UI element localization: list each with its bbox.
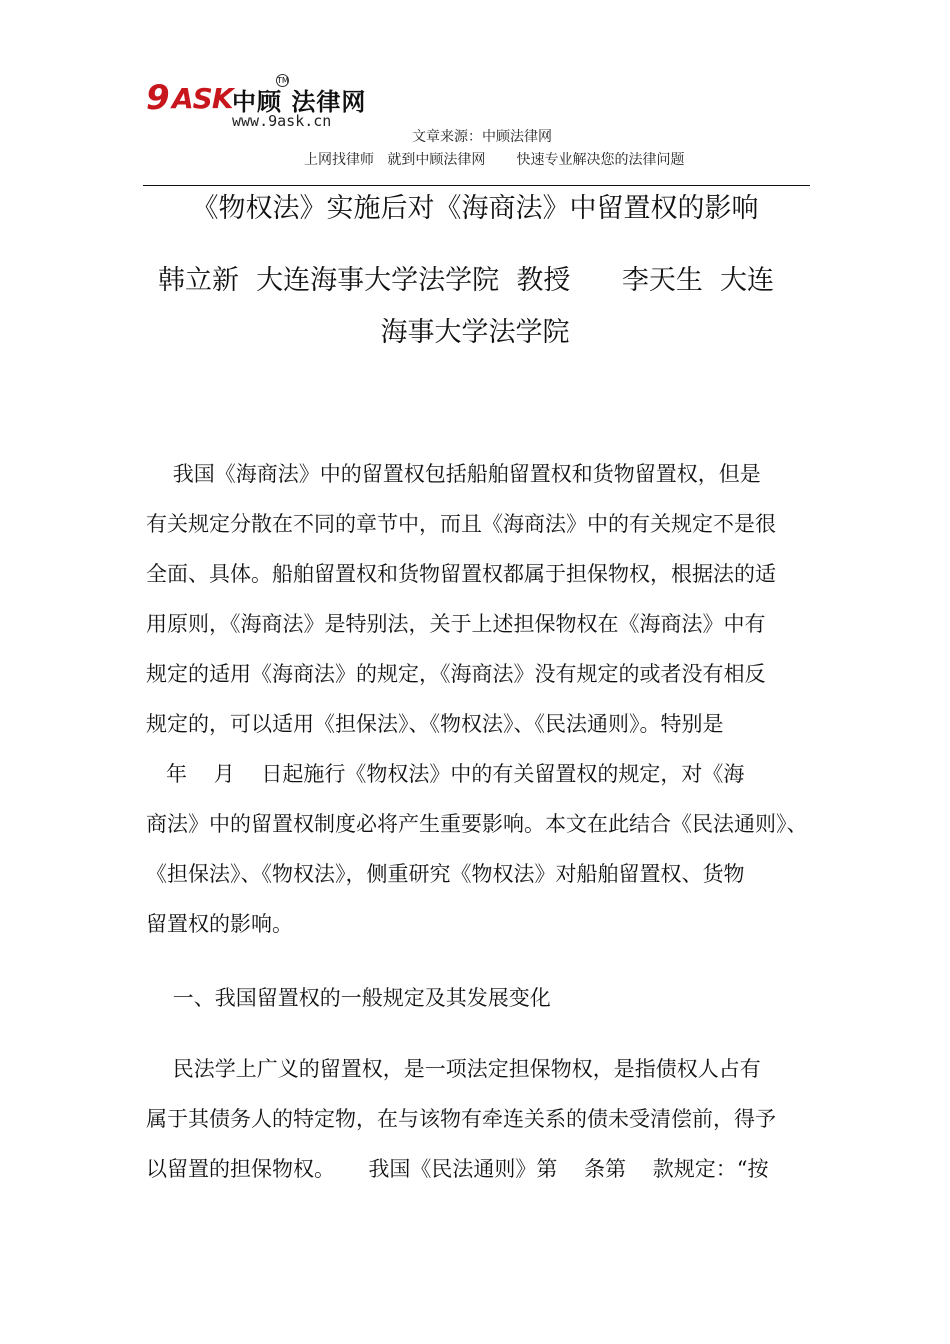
body-line: 民法学上广义的留置权，是一项法定担保物权，是指债权人占有	[146, 1057, 761, 1081]
9ask-logo	[146, 74, 386, 134]
logo-nine: 9	[146, 78, 170, 118]
logo-site-name: 中顾 法律网	[232, 88, 367, 116]
body-line: 我国《海商法》中的留置权包括船舶留置权和货物留置权，但是	[146, 462, 761, 486]
body-line: 有关规定分散在不同的章节中，而且《海商法》中的有关规定不是很	[146, 512, 776, 536]
body-line: 属于其债务人的特定物，在与该物有牵连关系的债未受清偿前，得予	[146, 1107, 776, 1131]
trademark-icon: TM	[277, 76, 289, 85]
body-line: 《担保法》、《物权法》，侧重研究《物权法》对船舶留置权、货物	[146, 862, 745, 886]
body-line: 规定的适用《海商法》的规定，《海商法》没有规定的或者没有相反	[146, 662, 766, 686]
section-heading: 一、我国留置权的一般规定及其发展变化	[146, 986, 551, 1010]
site-slogan: 上网找律师 就到中顾法律网 快速专业解决您的法律问题	[304, 152, 685, 168]
article-source: 文章来源：中顾法律网	[412, 129, 552, 145]
body-line: 商法》中的留置权制度必将产生重要影响。本文在此结合《民法通则》、	[146, 812, 808, 836]
body-line: 规定的，可以适用《担保法》、《物权法》、《民法通则》。特别是	[146, 712, 724, 736]
body-line: 留置权的影响。	[146, 912, 293, 936]
body-line: 以留置的担保物权。 我国《民法通则》第 条第 款规定：“按	[146, 1157, 769, 1181]
body-line: 用原则，《海商法》是特别法，关于上述担保物权在《海商法》中有	[146, 612, 766, 636]
body-line: 年 月 日起施行《物权法》中的有关留置权的规定，对《海	[146, 762, 745, 786]
author-line-1: 韩立新 大连海事大学法学院 教授 李天生 大连	[158, 265, 774, 296]
logo-url: www.9ask.cn	[232, 112, 332, 130]
article-title: 《物权法》实施后对《海商法》中留置权的影响	[191, 193, 759, 224]
author-line-2: 海事大学法学院	[380, 317, 570, 348]
logo-ask: ASK	[172, 82, 233, 115]
body-line: 全面、具体。船舶留置权和货物留置权都属于担保物权，根据法的适	[146, 562, 776, 586]
